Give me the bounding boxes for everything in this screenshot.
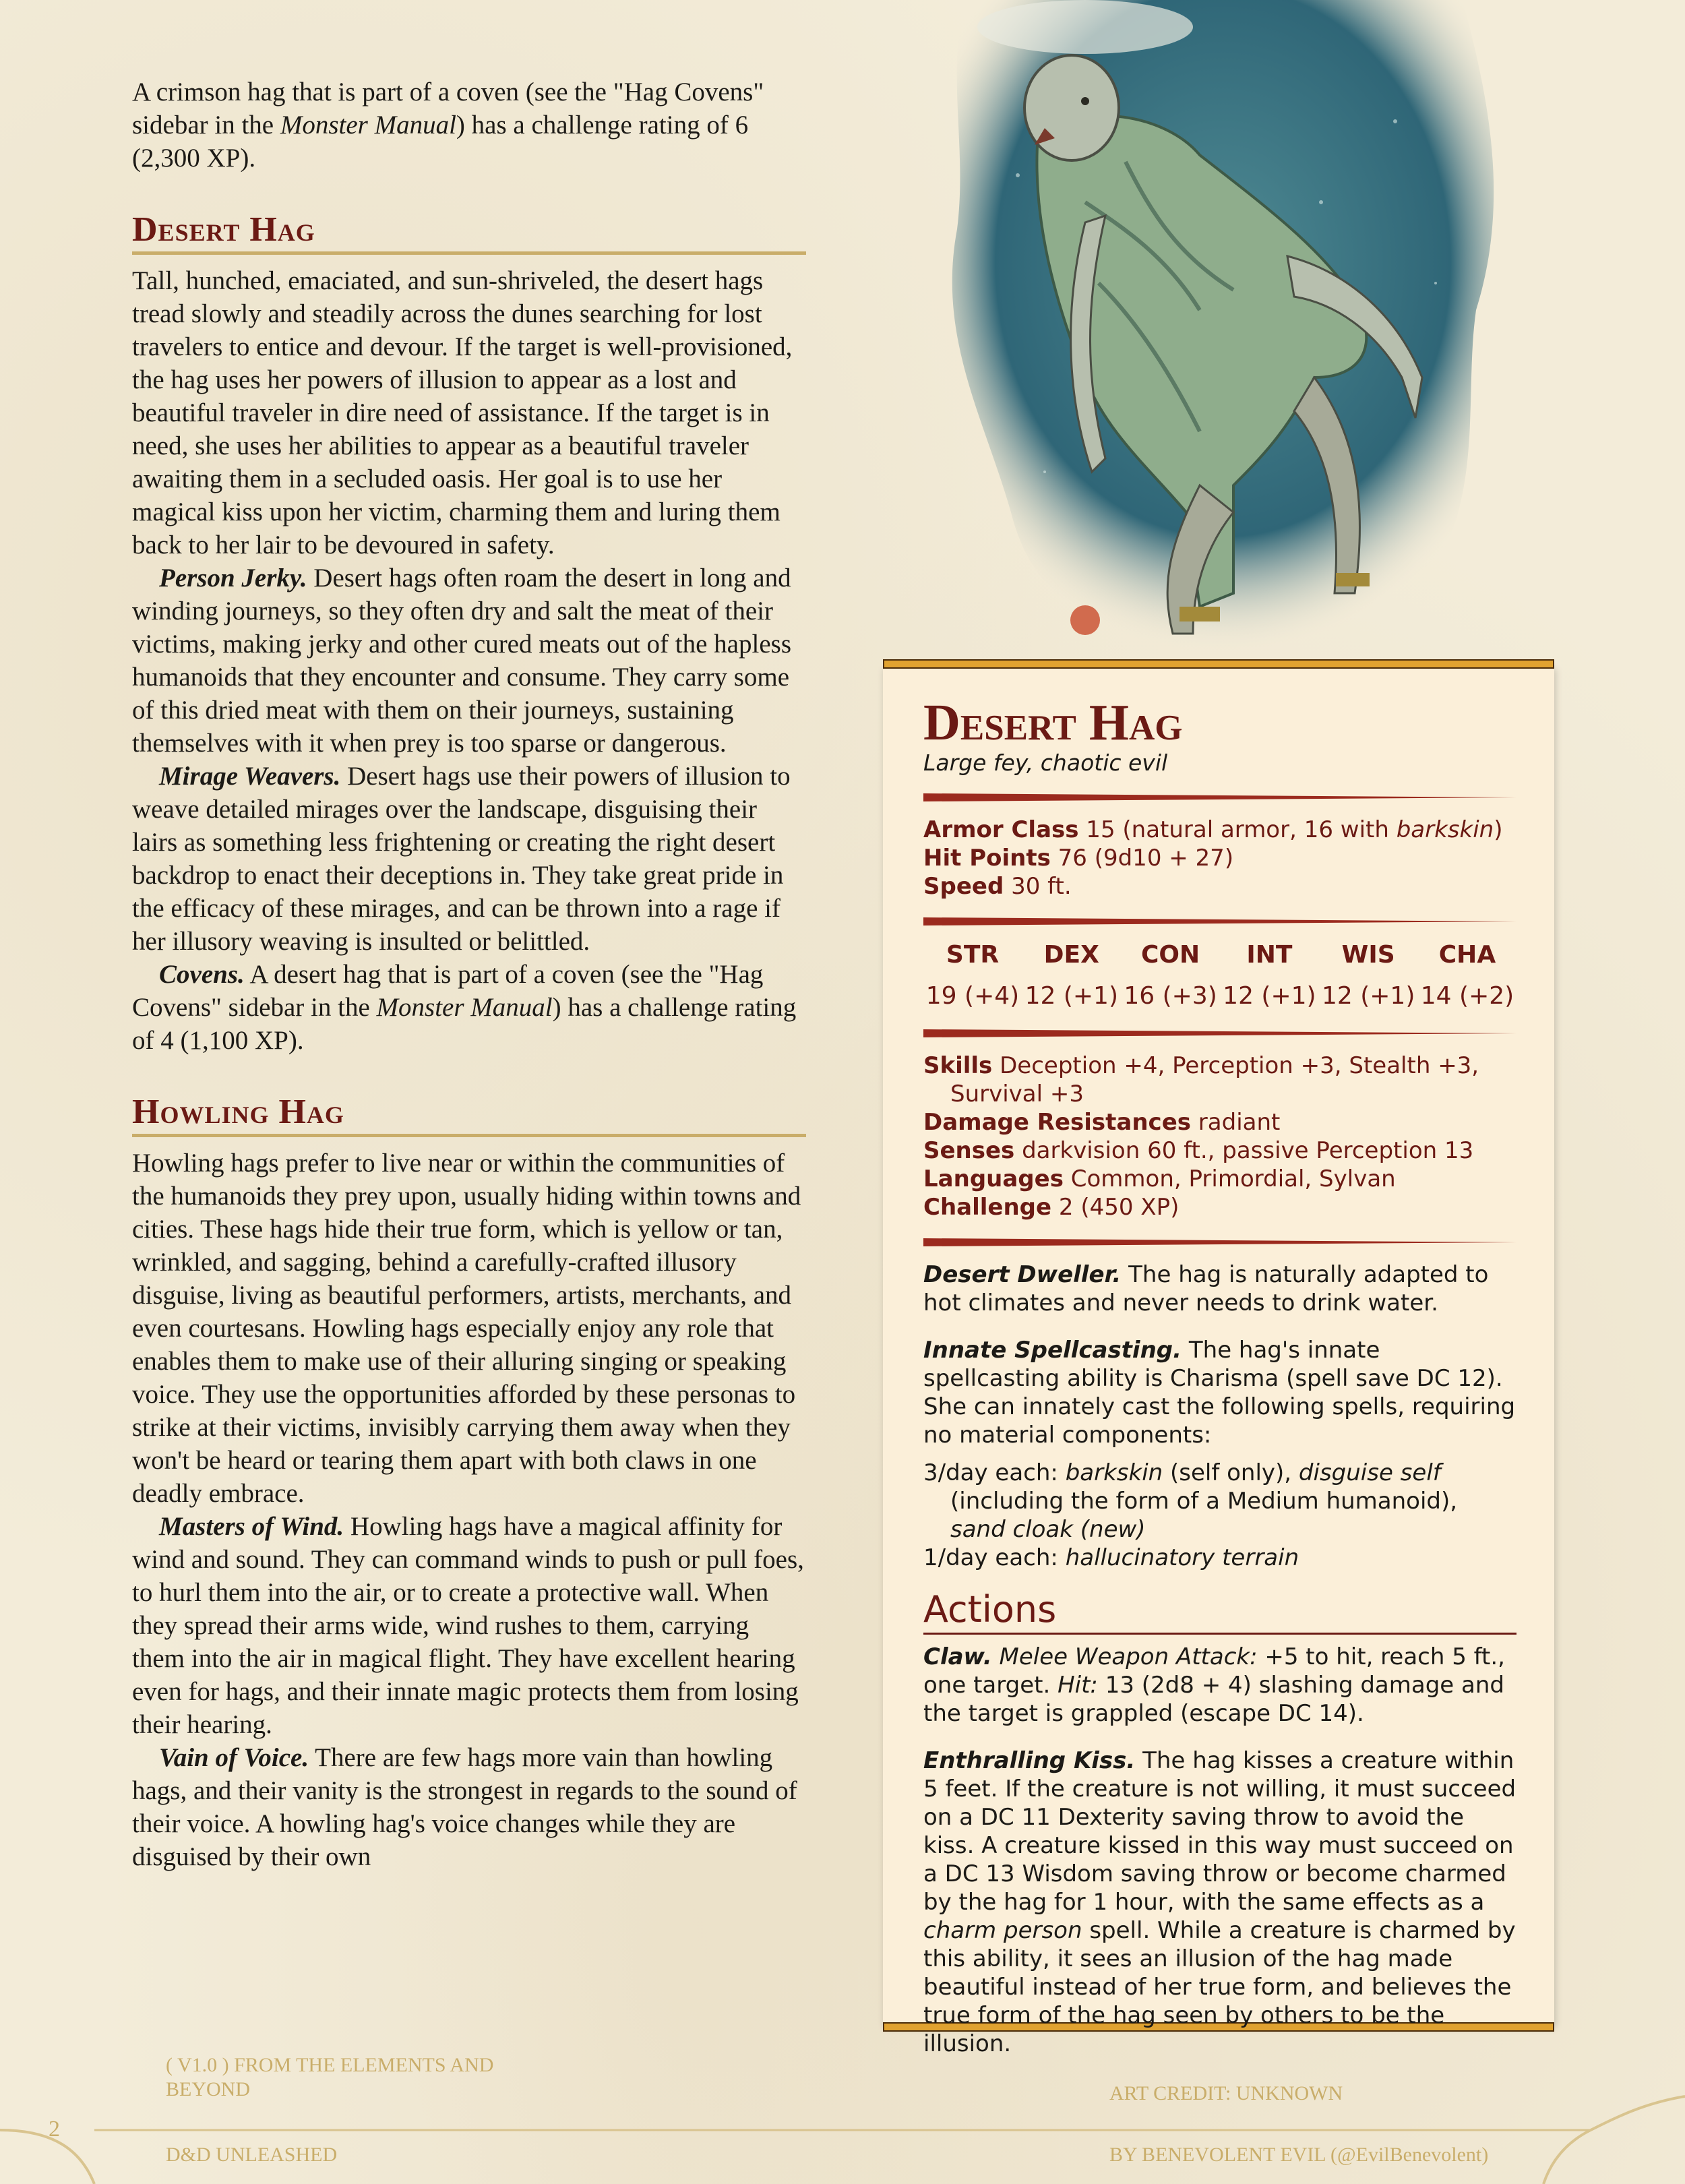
armor-class: Armor Class 15 (natural armor, 16 with barkskin) — [923, 816, 1503, 843]
footer-ornament — [0, 2090, 1685, 2184]
divider — [923, 1027, 1516, 1039]
left-column — [132, 75, 806, 1873]
monster-type: Large fey, chaotic evil — [923, 750, 1168, 776]
art-credit: ART CREDIT: UNKNOWN — [1109, 2082, 1343, 2104]
trait-innate-spellcasting: Innate Spellcasting. The hag's innate spellcasting ability is Charisma (spell save DC 12). She can innately cast the following spells, requiring no material components: — [923, 1337, 1516, 1449]
challenge: Challenge 2 (450 XP) — [923, 1194, 1180, 1221]
action-enthralling-kiss: Enthralling Kiss. The hag kisses a creature within 5 feet. If the creature is not willing, it must succeed on a DC 11 Dexterity saving throw to avoid the kiss. A creature kissed in this way must succeed on a DC 13 Wisdom saving throw or become charmed by the hag for 1 hour, with the same effects as a charm person spell. While a creature is charmed by this ability, it sees an illusion of the hag made beautiful instead of her true form, and believes the true form of the hag seen by others to be the illusion. — [923, 1747, 1516, 2057]
spells-1-per-day: 1/day each: hallucinatory terrain — [923, 1544, 1299, 1571]
senses: Senses darkvision 60 ft., passive Perception 13 — [923, 1137, 1474, 1164]
stat-block — [883, 666, 1554, 2057]
actions-heading: Actions — [923, 1588, 1516, 1635]
monster-name: Desert Hag — [923, 694, 1183, 751]
ability-str: STR 19 (+4) — [925, 941, 1020, 1010]
covens-paragraph: Covens. A desert hag that is part of a coven (see the "Hag Covens" sidebar in the Monster Manual) has a challenge rating of 4 (1,100 XP). — [132, 960, 797, 1055]
person-jerky-paragraph: Person Jerky. Desert hags often roam the desert in long and winding journeys, so they often dry and salt the meat of their victims, making jerky and other cured meats out of the hapless humanoids that they encounter and consume. They carry some of this dried meat with them on their journeys, sustaining themselves with it when prey is too sparse or dangerous. — [132, 564, 791, 758]
ability-dex: DEX 12 (+1) — [1024, 941, 1118, 1010]
trait-desert-dweller: Desert Dweller. The hag is naturally adapted to hot climates and never needs to drink water. — [923, 1261, 1489, 1316]
ability-wis: WIS 12 (+1) — [1321, 941, 1415, 1010]
desert-hag-description: Tall, hunched, emaciated, and sun-shriveled, the desert hags tread slowly and steadily across the dunes searching for lost travelers to entice and devour. If the target is well-provisioned, the hag uses her powers of illusion to appear as a lost and beautiful traveler in dire need of assistance. If the target is in need, she uses her abilities to appear as a beautiful traveler awaiting them in a secluded oasis. Her goal is to use her magical kiss upon her victim, charming them and luring them back to her lair to be devoured in safety. — [132, 266, 793, 559]
mirage-weavers-paragraph: Mirage Weavers. Desert hags use their powers of illusion to weave detailed mirages over the landscape, disguising their lairs as something less frightening or creating the right desert backdrop to enact their deceptions in. They take great pride in the efficacy of these mirages, and can be thrown into a rage if her illusory weaving is insulted or belittled. — [132, 762, 791, 956]
stat-block-top-bar — [883, 659, 1554, 669]
vain-of-voice-paragraph: Vain of Voice. There are few hags more vain than howling hags, and their vanity is the strongest in regards to the sound of their voice. A howling hag's voice changes while they are disguised by their own — [132, 1743, 797, 1871]
hit-points: Hit Points 76 (9d10 + 27) — [923, 845, 1234, 872]
divider — [923, 915, 1516, 928]
ability-scores — [923, 940, 1516, 1012]
footer-right: BY BENEVOLENT EVIL (@EvilBenevolent) — [1109, 2144, 1489, 2166]
speed: Speed 30 ft. — [923, 873, 1072, 900]
divider — [923, 1236, 1516, 1248]
page-number: 2 — [49, 2117, 60, 2142]
damage-resistances: Damage Resistances radiant — [923, 1109, 1281, 1136]
source-credit: ( V1.0 ) FROM THE ELEMENTS AND BEYOND — [166, 2054, 494, 2100]
divider — [923, 791, 1516, 803]
action-claw: Claw. Melee Weapon Attack: +5 to hit, reach 5 ft., one target. Hit: 13 (2d8 + 4) slashing damage and the target is grappled (escape DC 14). — [923, 1643, 1505, 1727]
desert-hag-illustration — [883, 0, 1557, 667]
ability-con: CON 16 (+3) — [1124, 941, 1217, 1010]
spells-3-per-day: 3/day each: barkskin (self only), disguise self (including the form of a Medium humanoid), sand cloak (new) — [923, 1459, 1458, 1543]
desert-hag-heading: Desert Hag — [132, 210, 806, 255]
ability-int: INT 12 (+1) — [1223, 941, 1316, 1010]
howling-hag-description: Howling hags prefer to live near or within the communities of the humanoids they prey upon, usually hiding within towns and cities. These hags hide their true form, which is yellow or tan, wrinkled, and sagging, behind a carefully-crafted illusory disguise, living as beautiful performers, artists, merchants, and even courtesans. Howling hags especially enjoy any role that enables them to make use of their alluring singing or speaking voice. They use the opportunities afforded by these personas to strike at their victims, invisibly carrying them away when they won't be heard or tearing them apart with both claws in one deadly embrace. — [132, 1149, 801, 1508]
footer-left: D&D UNLEASHED — [166, 2144, 338, 2166]
skills: Skills Deception +4, Perception +3, Stealth +3, Survival +3 — [923, 1052, 1479, 1108]
ability-cha: CHA 14 (+2) — [1420, 941, 1514, 1010]
howling-hag-heading: Howling Hag — [132, 1092, 806, 1137]
intro-paragraph: A crimson hag that is part of a coven (see the "Hag Covens" sidebar in the Monster Manual) has a challenge rating of 6 (2,300 XP). — [132, 78, 764, 173]
masters-of-wind-paragraph: Masters of Wind. Howling hags have a magical affinity for wind and sound. They can command winds to push or pull foes, to hurl them into the air, or to create a protective wall. When they spread their arms wide, wind rushes to them, carrying them into the air in magical flight. They have excellent hearing even for hags, and their innate magic protects them from losing their hearing. — [132, 1512, 804, 1739]
languages: Languages Common, Primordial, Sylvan — [923, 1165, 1396, 1192]
